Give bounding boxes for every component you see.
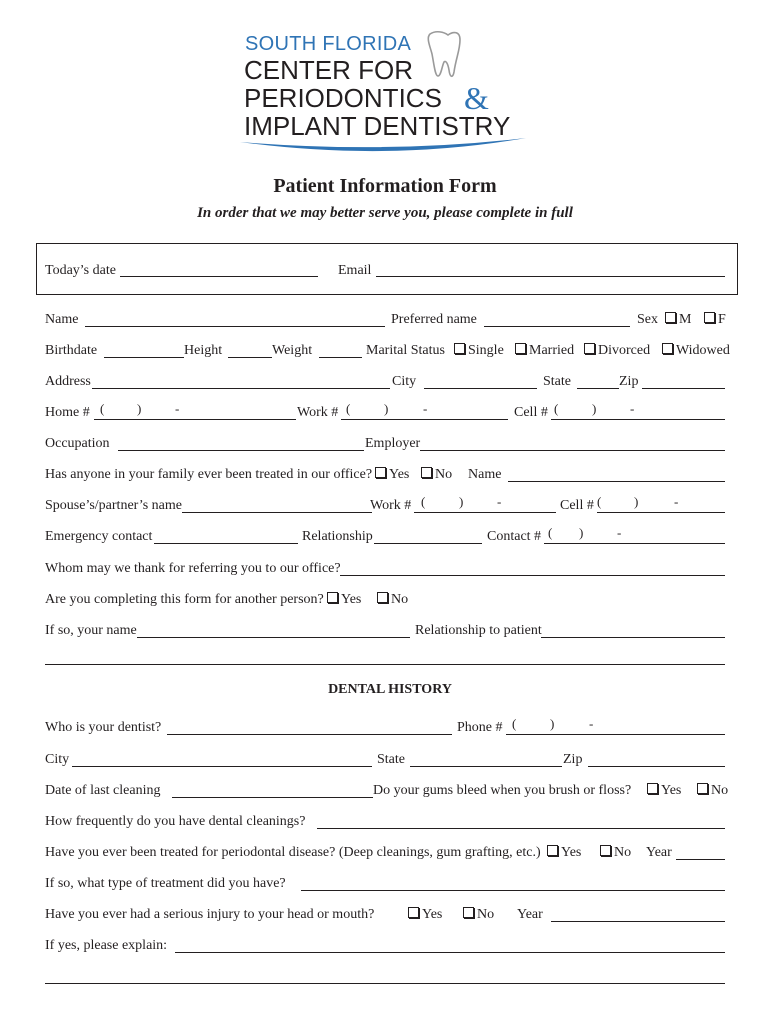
gums-bleed-label: Do your gums bleed when you brush or floss? xyxy=(373,783,632,798)
no-label: No xyxy=(435,467,453,482)
emergency-label: Emergency contact xyxy=(45,529,153,544)
cell-dash: - xyxy=(630,401,635,416)
checkbox-icon[interactable] xyxy=(327,592,338,603)
perio-year-field[interactable] xyxy=(676,859,725,860)
zip-label: Zip xyxy=(619,374,639,389)
married-label: Married xyxy=(529,343,575,358)
dentist-city-label: City xyxy=(45,752,70,767)
page-subtitle: In order that we may better serve you, please complete in full xyxy=(197,205,573,221)
family-name-label: Name xyxy=(468,467,502,482)
email-label: Email xyxy=(338,263,372,278)
logo-line-3: PERIODONTICS xyxy=(244,83,442,113)
frequency-label: How frequently do you have dental cleanings? xyxy=(45,814,306,829)
no-label: No xyxy=(614,845,632,860)
dentist-field[interactable] xyxy=(167,734,452,735)
birthdate-field[interactable] xyxy=(104,357,184,358)
home-phone-label: Home # xyxy=(45,405,90,420)
treatment-type-label: If so, what type of treatment did you have? xyxy=(45,876,286,891)
work-paren-close: ) xyxy=(384,401,389,416)
weight-field[interactable] xyxy=(319,357,362,358)
spouse-work-paren-close: ) xyxy=(459,494,464,509)
spouse-cell-dash: - xyxy=(674,494,679,509)
contact-label: Contact # xyxy=(487,529,542,544)
contact-dash: - xyxy=(617,525,622,540)
dentist-city-field[interactable] xyxy=(72,766,372,767)
explain-field[interactable] xyxy=(175,952,725,953)
yes-label: Yes xyxy=(661,783,682,798)
dentist-label: Who is your dentist? xyxy=(45,720,162,735)
explain-field-continued[interactable] xyxy=(45,983,725,984)
work-dash: - xyxy=(423,401,428,416)
contact-paren-close: ) xyxy=(579,525,584,540)
yes-label: Yes xyxy=(341,592,362,607)
home-paren-open: ( xyxy=(100,401,105,416)
zip-field[interactable] xyxy=(642,388,725,389)
spouse-field[interactable] xyxy=(182,512,372,513)
checkbox-icon[interactable] xyxy=(662,343,673,354)
injury-year-label: Year xyxy=(517,907,543,922)
for-another-no-option[interactable] xyxy=(377,592,408,608)
height-label: Height xyxy=(184,343,223,358)
state-field[interactable] xyxy=(577,388,619,389)
todays-date-field[interactable] xyxy=(120,276,318,277)
occupation-label: Occupation xyxy=(45,436,110,451)
dentist-phone-field[interactable] xyxy=(506,734,725,735)
name-field[interactable] xyxy=(85,326,385,327)
last-cleaning-field[interactable] xyxy=(172,797,373,798)
widowed-label: Widowed xyxy=(676,343,730,358)
perio-no-option[interactable] xyxy=(600,845,631,861)
sex-m-option[interactable] xyxy=(665,312,691,328)
widowed-option[interactable] xyxy=(662,343,730,359)
sex-m-label: M xyxy=(679,312,692,327)
todays-date-label: Today’s date xyxy=(45,263,116,278)
your-name-field[interactable] xyxy=(137,637,410,638)
spouse-work-label: Work # xyxy=(370,498,412,513)
no-label: No xyxy=(391,592,409,607)
work-phone-label: Work # xyxy=(297,405,339,420)
marital-status-label: Marital Status xyxy=(366,343,445,358)
weight-label: Weight xyxy=(272,343,313,358)
checkbox-icon[interactable] xyxy=(515,343,526,354)
logo-line-2: CENTER FOR xyxy=(244,55,413,85)
sex-f-option[interactable] xyxy=(704,312,726,328)
injury-label: Have you ever had a serious injury to your head or mouth? xyxy=(45,907,375,922)
spouse-cell-paren-open: ( xyxy=(597,494,602,509)
cell-phone-field[interactable] xyxy=(551,419,725,420)
spouse-work-paren-open: ( xyxy=(421,494,426,509)
occupation-field[interactable] xyxy=(118,450,364,451)
divorced-label: Divorced xyxy=(598,343,651,358)
referral-label: Whom may we thank for referring you to our office? xyxy=(45,561,341,576)
family-name-field[interactable] xyxy=(508,481,725,482)
checkbox-icon[interactable] xyxy=(454,343,465,354)
employer-label: Employer xyxy=(365,436,421,451)
checkbox-icon[interactable] xyxy=(647,783,658,794)
family-treated-label: Has anyone in your family ever been treated in our office? xyxy=(45,467,373,482)
frequency-field[interactable] xyxy=(317,828,725,829)
dental-history-heading: DENTAL HISTORY xyxy=(328,682,452,697)
perio-yes-option[interactable] xyxy=(547,845,581,861)
logo-swoosh xyxy=(238,136,528,160)
referral-field[interactable] xyxy=(340,575,725,576)
checkbox-icon[interactable] xyxy=(697,783,708,794)
home-paren-close: ) xyxy=(137,401,142,416)
preferred-name-field[interactable] xyxy=(484,326,630,327)
height-field[interactable] xyxy=(228,357,272,358)
work-paren-open: ( xyxy=(346,401,351,416)
spouse-work-dash: - xyxy=(497,494,502,509)
relationship-patient-label: Relationship to patient xyxy=(415,623,542,638)
perio-treated-label: Have you ever been treated for periodontal disease? (Deep cleanings, gum grafting, etc.) xyxy=(45,845,541,860)
gums-yes-option[interactable] xyxy=(647,783,681,799)
dentist-paren-close: ) xyxy=(550,716,555,731)
no-label: No xyxy=(477,907,495,922)
page-title: Patient Information Form xyxy=(273,175,497,197)
home-phone-field[interactable] xyxy=(94,419,296,420)
checkbox-icon[interactable] xyxy=(584,343,595,354)
relationship-label: Relationship xyxy=(302,529,373,544)
gums-no-option[interactable] xyxy=(697,783,728,799)
sex-f-label: F xyxy=(718,312,726,327)
name-label: Name xyxy=(45,312,79,327)
single-option[interactable] xyxy=(454,343,504,359)
city-field[interactable] xyxy=(424,388,537,389)
state-label: State xyxy=(543,374,571,389)
sex-label: Sex xyxy=(637,312,658,327)
dentist-state-label: State xyxy=(377,752,405,767)
logo-line-4: IMPLANT DENTISTRY xyxy=(244,111,511,141)
checkbox-icon[interactable] xyxy=(665,312,676,323)
date-email-box xyxy=(36,243,738,295)
dentist-zip-field[interactable] xyxy=(588,766,725,767)
divorced-option[interactable] xyxy=(584,343,650,359)
spouse-cell-paren-close: ) xyxy=(634,494,639,509)
family-yes-option[interactable] xyxy=(375,467,409,483)
dentist-paren-open: ( xyxy=(512,716,517,731)
married-option[interactable] xyxy=(515,343,574,359)
yes-label: Yes xyxy=(389,467,410,482)
for-another-label: Are you completing this form for another person? xyxy=(45,592,324,607)
contact-paren-open: ( xyxy=(548,525,553,540)
yes-label: Yes xyxy=(561,845,582,860)
work-phone-field[interactable] xyxy=(341,419,508,420)
dentist-zip-label: Zip xyxy=(563,752,583,767)
cell-paren-close: ) xyxy=(592,401,597,416)
employer-field[interactable] xyxy=(420,450,725,451)
cell-phone-label: Cell # xyxy=(514,405,548,420)
emergency-field[interactable] xyxy=(154,543,298,544)
cell-paren-open: ( xyxy=(554,401,559,416)
checkbox-icon[interactable] xyxy=(704,312,715,323)
email-field[interactable] xyxy=(376,276,725,277)
spouse-work-field[interactable] xyxy=(414,512,556,513)
tooth-icon xyxy=(424,28,464,84)
city-label: City xyxy=(392,374,417,389)
dentist-dash: - xyxy=(589,716,594,731)
spouse-label: Spouse’s/partner’s name xyxy=(45,498,182,513)
perio-year-label: Year xyxy=(646,845,672,860)
injury-yes-option[interactable] xyxy=(408,907,442,923)
dentist-state-field[interactable] xyxy=(410,766,562,767)
dentist-phone-label: Phone # xyxy=(457,720,503,735)
checkbox-icon[interactable] xyxy=(547,845,558,856)
injury-year-field[interactable] xyxy=(551,921,725,922)
section-divider xyxy=(45,664,725,665)
for-another-yes-option[interactable] xyxy=(327,592,361,608)
your-name-label: If so, your name xyxy=(45,623,137,638)
home-dash: - xyxy=(175,401,180,416)
preferred-name-label: Preferred name xyxy=(391,312,477,327)
birthdate-label: Birthdate xyxy=(45,343,98,358)
checkbox-icon[interactable] xyxy=(600,845,611,856)
explain-label: If yes, please explain: xyxy=(45,938,168,953)
address-field[interactable] xyxy=(92,388,390,389)
treatment-type-field[interactable] xyxy=(301,890,725,891)
checkbox-icon[interactable] xyxy=(421,467,432,478)
family-no-option[interactable] xyxy=(421,467,452,483)
injury-no-option[interactable] xyxy=(463,907,494,923)
address-label: Address xyxy=(45,374,91,389)
last-cleaning-label: Date of last cleaning xyxy=(45,783,161,798)
single-label: Single xyxy=(468,343,504,358)
checkbox-icon[interactable] xyxy=(375,467,386,478)
spouse-cell-field[interactable] xyxy=(597,512,725,513)
logo-line-1: SOUTH FLORIDA xyxy=(245,33,412,55)
contact-field[interactable] xyxy=(544,543,725,544)
relationship-field[interactable] xyxy=(374,543,482,544)
no-label: No xyxy=(711,783,729,798)
spouse-cell-label: Cell # xyxy=(560,498,594,513)
checkbox-icon[interactable] xyxy=(377,592,388,603)
checkbox-icon[interactable] xyxy=(408,907,419,918)
yes-label: Yes xyxy=(422,907,443,922)
checkbox-icon[interactable] xyxy=(463,907,474,918)
logo-ampersand: & xyxy=(464,80,489,116)
relationship-patient-field[interactable] xyxy=(541,637,725,638)
